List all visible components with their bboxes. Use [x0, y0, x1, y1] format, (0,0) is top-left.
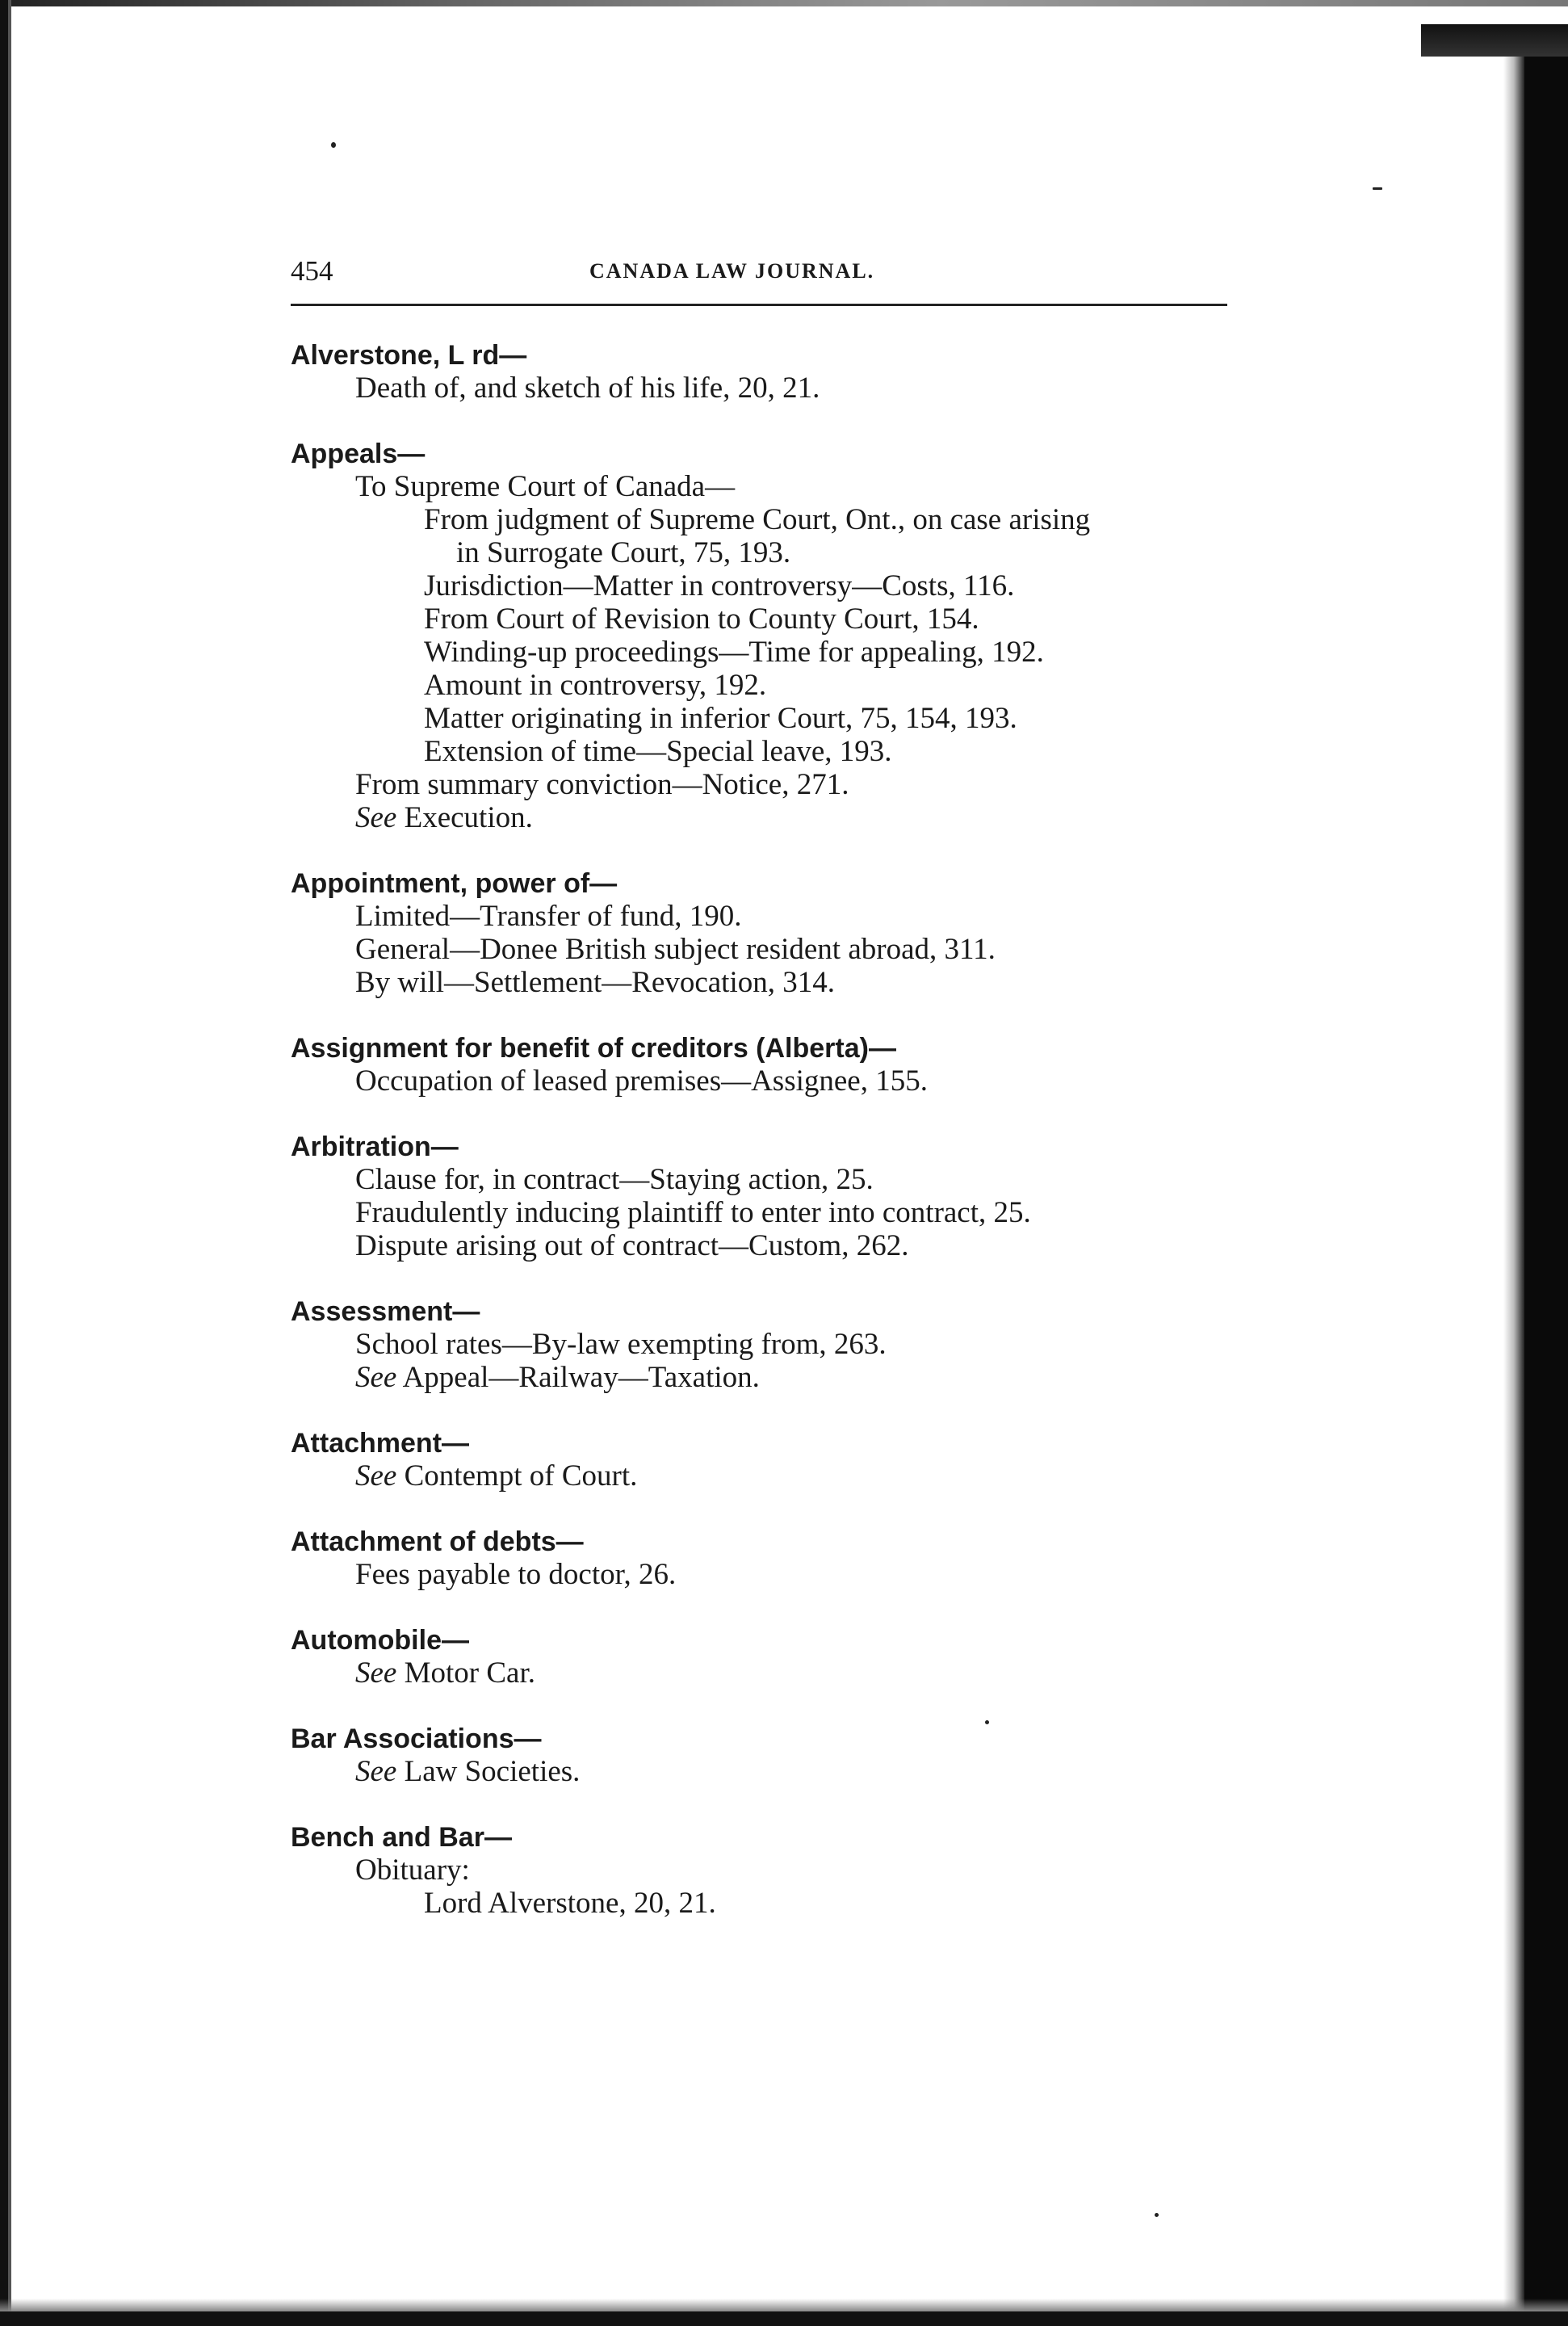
subline-text: Death of, and sketch of his life, 20, 21. — [355, 372, 820, 405]
entry-subline — [291, 1656, 1243, 1690]
entry-subline — [291, 1361, 1243, 1394]
page-header — [291, 255, 1219, 291]
entry-heading: Bar Associations— — [291, 1724, 542, 1754]
index-entry — [291, 1427, 1243, 1493]
index-entry — [291, 1131, 1243, 1262]
scan-border-top — [0, 0, 1568, 6]
subline-text: in Surrogate Court, 75, 193. — [456, 536, 791, 569]
see-reference-label: See — [355, 1459, 397, 1493]
scan-border-right-top — [1421, 24, 1568, 57]
entry-subline — [291, 1064, 1243, 1098]
subline-text: By will—Settlement—Revocation, 314. — [355, 966, 835, 999]
subline-text: Matter originating in inferior Court, 75, 154, 193. — [424, 702, 1017, 735]
running-head: CANADA LAW JOURNAL. — [589, 259, 875, 283]
see-reference-label: See — [355, 1656, 397, 1690]
entry-subline — [291, 933, 1243, 966]
entry-heading: Bench and Bar— — [291, 1822, 512, 1853]
entry-subline — [291, 1755, 1243, 1788]
subline-text: Extension of time—Special leave, 193. — [424, 735, 892, 768]
entry-subline — [291, 636, 1243, 669]
entry-subline — [291, 768, 1243, 801]
index-entry — [291, 867, 1243, 999]
index-entry — [291, 1295, 1243, 1394]
entry-subline — [291, 1328, 1243, 1361]
see-reference-label: See — [355, 801, 397, 834]
entry-subline — [291, 966, 1243, 999]
entry-subline — [291, 702, 1243, 735]
index-entry — [291, 1821, 1243, 1920]
index-entry — [291, 438, 1243, 834]
entry-subline — [291, 536, 1243, 569]
scan-speck — [331, 142, 336, 148]
entry-heading: Attachment— — [291, 1428, 470, 1459]
entry-subline — [291, 801, 1243, 834]
entry-subline — [291, 669, 1243, 702]
subline-text: From summary conviction—Notice, 271. — [355, 768, 849, 801]
entry-subline — [291, 1558, 1243, 1591]
entry-heading: Appeals— — [291, 439, 426, 469]
scan-speck — [1373, 187, 1382, 190]
index-entry — [291, 339, 1243, 405]
subline-text: Winding-up proceedings—Time for appealing, 192. — [424, 636, 1044, 669]
scan-speck — [1155, 2213, 1159, 2217]
subline-text: Obituary: — [355, 1854, 470, 1887]
entry-subline — [291, 1854, 1243, 1887]
subline-text: Appeal—Railway—Taxation. — [396, 1361, 760, 1394]
subline-text: Amount in controversy, 192. — [424, 669, 767, 702]
subline-text: Law Societies. — [396, 1755, 581, 1788]
index-entry — [291, 1723, 1243, 1788]
see-reference-label: See — [355, 1361, 397, 1394]
subline-text: School rates—By-law exempting from, 263. — [355, 1328, 887, 1361]
subline-text: Contempt of Court. — [396, 1459, 638, 1493]
entry-subline — [291, 470, 1243, 503]
subline-text: Lord Alverstone, 20, 21. — [424, 1887, 716, 1920]
entry-heading: Attachment of debts— — [291, 1526, 584, 1557]
scan-border-left — [0, 0, 8, 2326]
entry-heading: Assignment for benefit of creditors (Alberta)— — [291, 1033, 896, 1064]
index-entry — [291, 1624, 1243, 1690]
see-reference-label: See — [355, 1755, 397, 1788]
entry-heading: Appointment, power of— — [291, 868, 618, 899]
entry-subline — [291, 1196, 1243, 1229]
entry-heading: Alverstone, L rd— — [291, 340, 527, 371]
header-rule — [291, 304, 1227, 306]
entry-subline — [291, 1887, 1243, 1920]
entry-subline — [291, 1229, 1243, 1262]
subline-text: From judgment of Supreme Court, Ont., on case arising — [424, 503, 1091, 536]
subline-text: Motor Car. — [396, 1656, 535, 1690]
entry-subline — [291, 569, 1243, 602]
scan-bottom-shadow — [0, 2299, 1568, 2311]
scan-border-right — [1524, 32, 1568, 2326]
subline-text: Execution. — [396, 801, 533, 834]
index-entry — [291, 1032, 1243, 1098]
entry-subline — [291, 372, 1243, 405]
entry-subline — [291, 503, 1243, 536]
subline-text: Fraudulently inducing plaintiff to enter into contract, 25. — [355, 1196, 1031, 1229]
index-entries — [291, 339, 1243, 1953]
scan-border-bottom — [0, 2311, 1568, 2326]
entry-heading: Assessment— — [291, 1296, 480, 1327]
subline-text: Dispute arising out of contract—Custom, 262. — [355, 1229, 909, 1262]
entry-heading: Arbitration— — [291, 1132, 459, 1162]
subline-text: To Supreme Court of Canada— — [355, 470, 736, 503]
scan-border-left-shadow — [8, 0, 11, 2326]
subline-text: Limited—Transfer of fund, 190. — [355, 900, 742, 933]
entry-subline — [291, 900, 1243, 933]
subline-text: General—Donee British subject resident abroad, 311. — [355, 933, 996, 966]
entry-subline — [291, 602, 1243, 636]
page-gutter-shadow — [1503, 32, 1524, 2326]
subline-text: Clause for, in contract—Staying action, 25. — [355, 1163, 874, 1196]
subline-text: Occupation of leased premises—Assignee, 155. — [355, 1064, 928, 1098]
entry-subline — [291, 1459, 1243, 1493]
subline-text: Fees payable to doctor, 26. — [355, 1558, 677, 1591]
entry-subline — [291, 735, 1243, 768]
index-entry — [291, 1526, 1243, 1591]
entry-heading: Automobile— — [291, 1625, 469, 1656]
entry-subline — [291, 1163, 1243, 1196]
page-number: 454 — [291, 255, 333, 287]
subline-text: From Court of Revision to County Court, 154. — [424, 602, 979, 636]
subline-text: Jurisdiction—Matter in controversy—Costs, 116. — [424, 569, 1015, 602]
